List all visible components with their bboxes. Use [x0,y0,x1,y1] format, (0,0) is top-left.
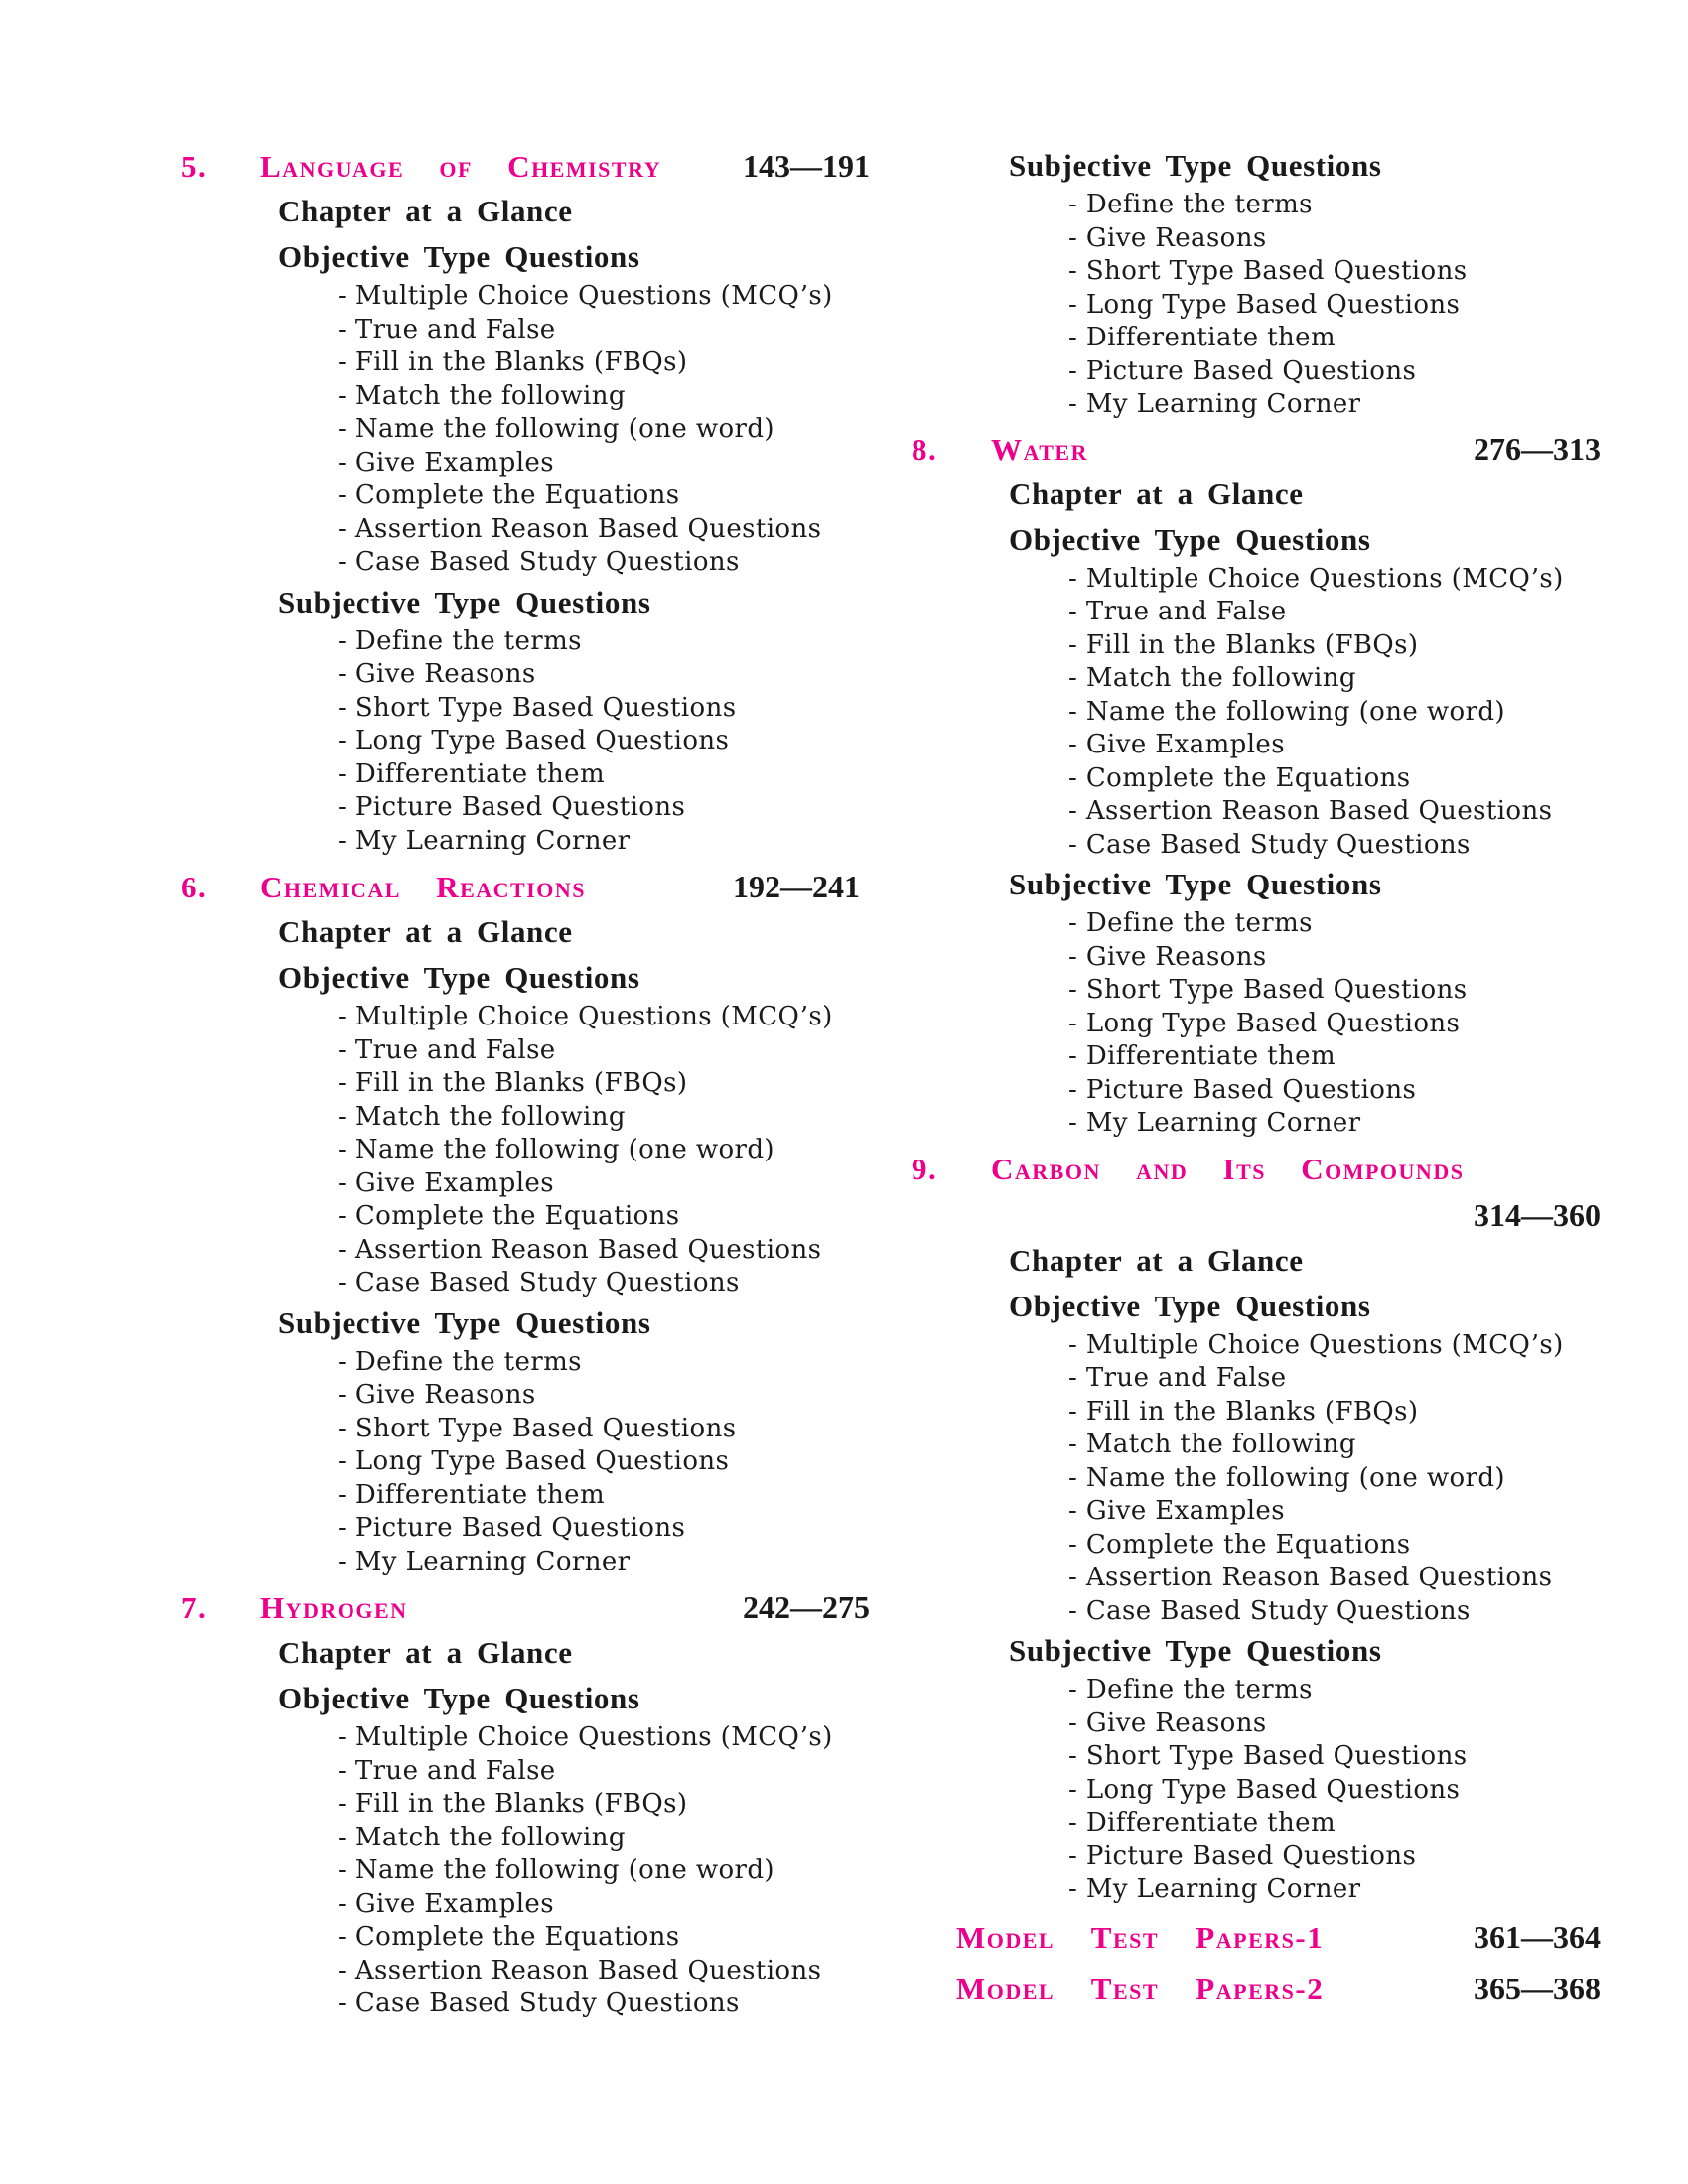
subjective-heading: Subjective Type Questions [1009,1633,1382,1668]
list-item: - Give Reasons [1068,941,1267,972]
chapter-pages: 314—360 [1474,1196,1601,1233]
list-item: - Match the following [338,380,626,411]
objective-heading: Objective Type Questions [278,1681,640,1715]
subjective-list [181,625,876,859]
chapter-pages: 276—313 [1474,430,1601,467]
right-column [912,143,1607,2014]
list-item: - True and False [1068,1363,1287,1393]
list-item: - Picture Based Questions [1068,1074,1417,1105]
objective-list [912,1329,1607,1629]
list-item: - Case Based Study Questions [338,1268,740,1297]
chapter-number: 6. [181,870,208,904]
list-item: - Short Type Based Questions [338,1413,737,1443]
list-item: - Define the terms [1068,1675,1313,1705]
list-item: - Match the following [1068,1430,1356,1459]
list-item: - Give Reasons [1068,1707,1267,1738]
chapter-pages: 143—191 [743,148,870,184]
list-item: - Give Examples [1068,730,1285,759]
list-item: - Differentiate them [1068,1808,1336,1838]
list-item: - Case Based Study Questions [338,547,740,577]
chapter-number: 8. [912,431,938,467]
list-item: - Picture Based Questions [338,1513,686,1543]
list-item: - Long Type Based Questions [1068,1774,1461,1805]
list-item: - Differentiate them [338,1479,606,1510]
list-item: - Give Examples [338,1888,554,1919]
chapter-heading[interactable] [181,864,876,909]
list-item: - Case Based Study Questions [338,1988,740,2018]
objective-heading: Objective Type Questions [1009,1288,1371,1323]
chapter-heading[interactable] [181,1584,876,1630]
chapter-pages: 242—275 [743,1589,870,1625]
list-item: - Give Examples [338,447,554,478]
list-item: - Multiple Choice Questions (MCQ’s) [1068,563,1564,594]
list-item: - Multiple Choice Questions (MCQ’s) [338,1722,833,1752]
chapter-5 [181,143,876,858]
list-item: - Fill in the Blanks (FBQs) [1068,1396,1419,1427]
chapter-6 [181,864,876,1578]
chapter-at-a-glance: Chapter at a Glance [1009,476,1304,511]
list-item: - True and False [338,314,556,344]
chapter-heading[interactable] [912,426,1607,472]
list-item: - True and False [1068,597,1287,626]
chapter-title: Chemical Reactions [260,870,587,904]
chapter-number: 5. [181,149,208,184]
list-item: - Picture Based Questions [1068,1841,1417,1871]
chapter-pages: 192—241 [733,869,860,904]
list-item: - My Learning Corner [1068,1874,1361,1904]
objective-list [181,280,876,580]
list-item: - Fill in the Blanks (FBQs) [1068,629,1419,660]
chapter-9 [912,1147,1607,1907]
objective-heading: Objective Type Questions [278,960,640,995]
list-item: - Differentiate them [338,758,606,789]
list-item: - Name the following (one word) [338,1135,774,1164]
list-item: - Fill in the Blanks (FBQs) [338,1789,688,1819]
list-item: - Complete the Equations [338,1201,680,1231]
list-item: - Multiple Choice Questions (MCQ’s) [338,281,833,311]
list-item: - Short Type Based Questions [338,692,737,723]
list-item: - Picture Based Questions [338,792,686,822]
list-item: - Give Reasons [338,659,536,689]
list-item: - Define the terms [1068,190,1313,219]
list-item: - Differentiate them [1068,323,1336,352]
subjective-list [912,189,1607,422]
subjective-list [912,907,1607,1141]
list-item: - Long Type Based Questions [1068,1008,1461,1038]
list-item: - Define the terms [338,1346,582,1377]
chapter-at-a-glance: Chapter at a Glance [278,1635,573,1670]
list-item: - Define the terms [338,625,582,656]
chapter-7 [181,1584,876,2021]
list-item: - Name the following (one word) [1068,1462,1505,1493]
list-item: - Match the following [338,1822,626,1852]
chapter-at-a-glance: Chapter at a Glance [1009,1242,1304,1278]
list-item: - Short Type Based Questions [1068,975,1468,1005]
list-item: - Give Reasons [338,1380,536,1410]
list-item: - Name the following (one word) [338,1855,774,1885]
list-item: - Long Type Based Questions [338,726,730,755]
chapter-title: Hydrogen [260,1590,408,1625]
subjective-heading: Subjective Type Questions [278,584,651,619]
list-item: - Give Examples [1068,1496,1285,1526]
list-item: - Define the terms [1068,908,1313,938]
objective-heading: Objective Type Questions [1009,521,1371,557]
objective-heading: Objective Type Questions [278,239,640,274]
chapter-8 [912,426,1607,1141]
list-item: - Picture Based Questions [1068,355,1417,386]
model-test-title: Model Test Papers-2 [956,1971,1325,2006]
list-item: - Name the following (one word) [1068,696,1505,727]
model-test-papers-1[interactable] [956,1911,1607,1963]
list-item: - My Learning Corner [338,825,631,856]
model-test-pages: 361—364 [1474,1918,1601,1955]
chapter-title: Carbon and Its Compounds [991,1151,1465,1186]
subjective-list [912,1674,1607,1907]
list-item: - Case Based Study Questions [1068,829,1471,860]
list-item: - Match the following [338,1101,626,1132]
list-item: - Give Examples [338,1167,554,1198]
model-test-papers-2[interactable] [956,1963,1607,2014]
list-item: - Match the following [1068,663,1356,693]
list-item: - Differentiate them [1068,1041,1336,1071]
subjective-heading: Subjective Type Questions [1009,148,1382,183]
list-item: - Case Based Study Questions [1068,1595,1471,1626]
list-item: - Short Type Based Questions [1068,256,1468,286]
chapter-at-a-glance: Chapter at a Glance [278,914,573,949]
subjective-list [181,1346,876,1579]
chapter-7-continued [912,143,1607,422]
list-item: - Complete the Equations [1068,1529,1411,1560]
list-item: - My Learning Corner [1068,1108,1361,1138]
list-item: - Give Reasons [1068,222,1267,253]
left-column [181,143,876,2021]
objective-list [181,1001,876,1300]
list-item: - My Learning Corner [338,1546,631,1576]
model-test-title: Model Test Papers-1 [956,1919,1325,1955]
objective-list [912,563,1607,863]
chapter-number: 7. [181,1590,208,1625]
list-item: - Long Type Based Questions [338,1446,730,1476]
list-item: - Name the following (one word) [338,414,774,444]
list-item: - Complete the Equations [338,1922,680,1952]
list-item: - Fill in the Blanks (FBQs) [338,1068,688,1098]
list-item: - Fill in the Blanks (FBQs) [338,347,688,377]
chapter-title: Water [991,431,1088,467]
chapter-number: 9. [912,1151,938,1186]
list-item: - Complete the Equations [1068,762,1411,793]
list-item: - Short Type Based Questions [1068,1741,1468,1771]
chapter-title: Language of Chemistry [260,149,662,184]
chapter-heading[interactable] [181,143,876,189]
subjective-heading: Subjective Type Questions [1009,867,1382,901]
list-item: - Long Type Based Questions [1068,289,1461,320]
subjective-heading: Subjective Type Questions [278,1304,651,1340]
objective-list [181,1721,876,2021]
list-item: - Assertion Reason Based Questions [338,1955,822,1985]
list-item: - Assertion Reason Based Questions [338,513,822,544]
list-item: - Assertion Reason Based Questions [1068,796,1553,826]
model-test-pages: 365—368 [1474,1970,1601,2006]
chapter-at-a-glance: Chapter at a Glance [278,194,573,228]
list-item: - Assertion Reason Based Questions [1068,1563,1553,1592]
list-item: - True and False [338,1755,556,1786]
list-item: - Assertion Reason Based Questions [338,1234,822,1265]
list-item: - My Learning Corner [1068,389,1361,419]
list-item: - Multiple Choice Questions (MCQ’s) [338,1002,833,1031]
list-item: - Multiple Choice Questions (MCQ’s) [1068,1329,1564,1360]
chapter-heading[interactable] [912,1147,1607,1192]
list-item: - True and False [338,1034,556,1065]
list-item: - Complete the Equations [338,480,680,510]
